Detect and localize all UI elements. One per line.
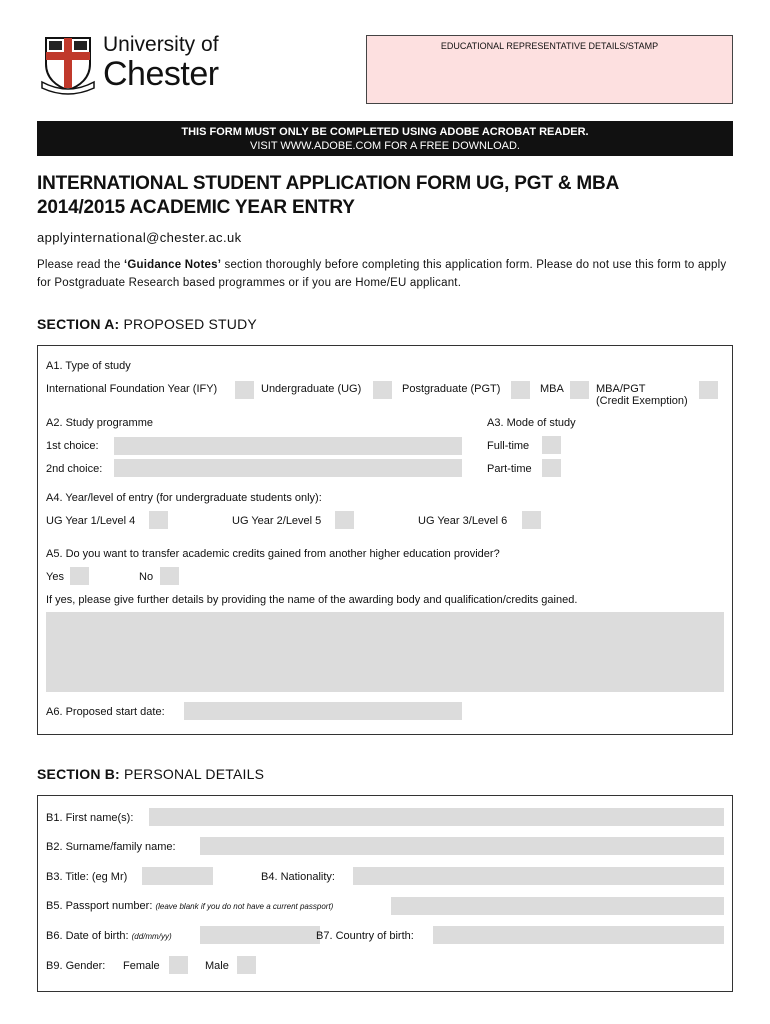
b3-label: B3. Title: (eg Mr) [46,871,128,883]
start-date-field[interactable] [184,702,462,720]
b6-note: (dd/mm/yy) [131,932,172,941]
section-b-name: PERSONAL DETAILS [119,766,265,782]
b7-label: B7. Country of birth: [316,930,414,942]
male-label: Male [205,960,229,972]
ug-year2-label: UG Year 2/Level 5 [232,515,322,527]
ify-checkbox[interactable] [235,381,254,399]
full-time-label: Full-time [487,440,530,452]
a5-label: A5. Do you want to transfer academic credits gained from another higher education provider? [46,548,500,560]
ug-checkbox[interactable] [373,381,392,399]
logo-line-1: University of [103,33,219,56]
b6-text: B6. Date of birth: [46,930,129,942]
intro-post: section thoroughly before completing this application form. Please do not use this form to apply for Postgraduate Research based programmes or if you are Home/EU applicant. [37,259,727,289]
section-a-prefix: SECTION A: [37,316,120,332]
b9-label: B9. Gender: [46,960,106,972]
contact-email: applyinternational@chester.ac.uk [37,230,242,245]
university-crest-logo [40,34,96,96]
a5-no-checkbox[interactable] [160,567,179,585]
section-a-title [37,316,257,332]
dob-field[interactable] [200,926,320,944]
ify-label: International Foundation Year (IFY) [46,383,218,395]
b5-label [46,900,333,912]
passport-field[interactable] [391,897,724,915]
second-choice-field[interactable] [114,459,462,477]
intro-bold: ‘Guidance Notes’ [123,259,222,271]
female-checkbox[interactable] [169,956,188,974]
b6-label [46,930,172,942]
pgt-checkbox[interactable] [511,381,530,399]
ug-year3-label: UG Year 3/Level 6 [418,515,508,527]
a2-label: A2. Study programme [46,417,153,429]
nationality-field[interactable] [353,867,724,885]
stamp-label: EDUCATIONAL REPRESENTATIVE DETAILS/STAMP [440,41,659,51]
part-time-checkbox[interactable] [542,459,561,477]
a6-label: A6. Proposed start date: [46,706,165,718]
a5-detail-textarea[interactable] [46,612,724,692]
ug-year1-label: UG Year 1/Level 4 [46,515,136,527]
section-a-panel [37,345,733,735]
page-title [37,172,619,220]
section-a-name: PROPOSED STUDY [119,316,257,332]
first-name-field[interactable] [149,808,724,826]
b1-label: B1. First name(s): [46,812,134,824]
title-line-1: INTERNATIONAL STUDENT APPLICATION FORM UG, PGT & MBA [37,173,620,194]
ug-year2-checkbox[interactable] [335,511,354,529]
pgt-label: Postgraduate (PGT) [402,383,501,395]
mba-checkbox[interactable] [570,381,589,399]
intro-pre: Please read the [37,259,124,271]
section-b-prefix: SECTION B: [37,766,120,782]
second-choice-label: 2nd choice: [46,463,103,475]
b4-label: B4. Nationality: [261,871,335,883]
stamp-box[interactable] [366,35,733,104]
mba-pgt-label: MBA/PGT [596,383,646,395]
part-time-label: Part-time [487,463,532,475]
b2-label: B2. Surname/family name: [46,841,176,853]
title-line-2: 2014/2015 ACADEMIC YEAR ENTRY [37,197,355,218]
first-choice-field[interactable] [114,437,462,455]
logo-line-2: Chester [103,55,219,93]
a3-label: A3. Mode of study [487,417,576,429]
acrobat-banner [37,121,733,156]
female-label: Female [123,960,160,972]
mba-label: MBA [540,383,564,395]
intro-paragraph [37,256,737,292]
male-checkbox[interactable] [237,956,256,974]
section-b-panel [37,795,733,992]
section-b-title [37,766,264,782]
a5-yes-checkbox[interactable] [70,567,89,585]
a4-label: A4. Year/level of entry (for undergraduate students only): [46,492,322,504]
banner-line-1: THIS FORM MUST ONLY BE COMPLETED USING ADOBE ACROBAT READER. [181,126,589,138]
surname-field[interactable] [200,837,724,855]
title-field[interactable] [142,867,213,885]
b5-text: B5. Passport number: [46,900,153,912]
banner-line-2: VISIT WWW.ADOBE.COM FOR A FREE DOWNLOAD. [250,140,520,152]
b5-note: (leave blank if you do not have a current passport) [155,902,334,911]
ug-year3-checkbox[interactable] [522,511,541,529]
full-time-checkbox[interactable] [542,436,561,454]
a5-yes-label: Yes [46,571,64,583]
credit-exemption-label: (Credit Exemption) [596,395,688,407]
country-of-birth-field[interactable] [433,926,724,944]
a1-label: A1. Type of study [46,360,131,372]
ug-year1-checkbox[interactable] [149,511,168,529]
a5-detail-label: If yes, please give further details by providing the name of the awarding body and qualification/credits gained. [46,594,578,606]
first-choice-label: 1st choice: [46,440,99,452]
ug-label: Undergraduate (UG) [261,383,362,395]
mba-pgt-checkbox[interactable] [699,381,718,399]
a5-no-label: No [139,571,154,583]
